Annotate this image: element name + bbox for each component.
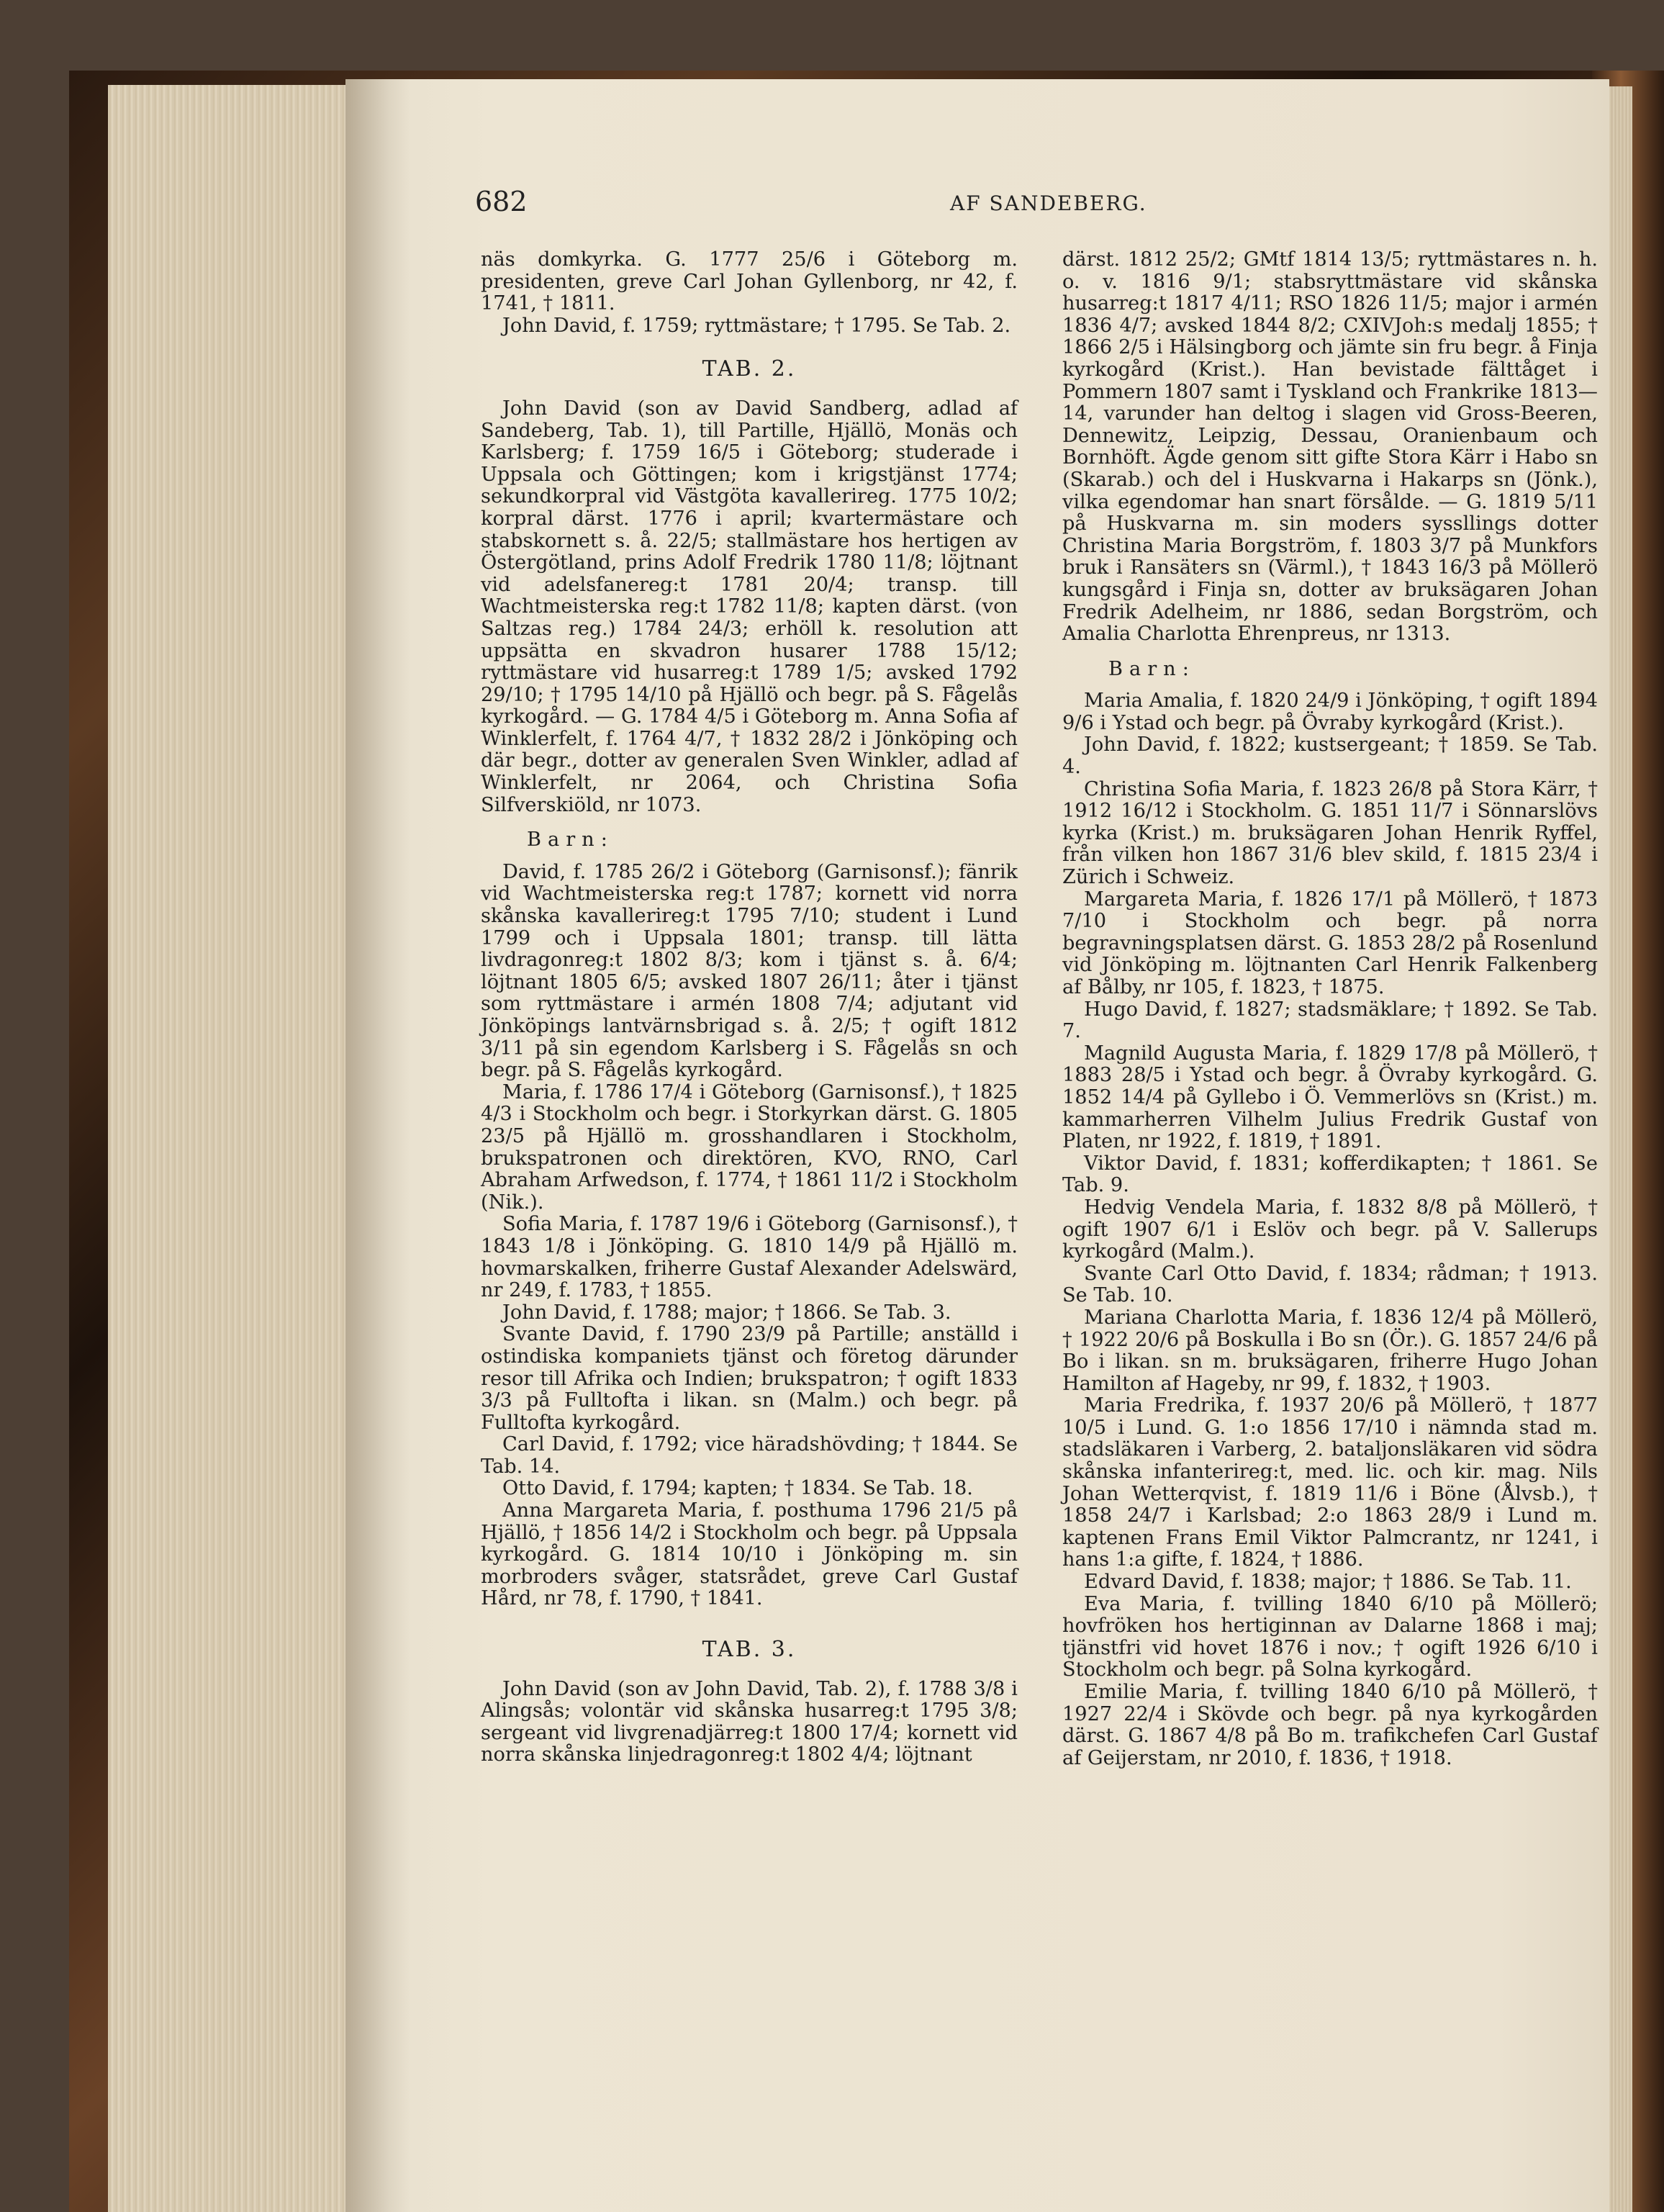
entry-paragraph: Christina Sofia Maria, f. 1823 26/8 på Stora Kärr, † 1912 16/12 i Stockholm. G. 1851 11/7 i Sönnarslövs kyrka (Krist.) m. bruksägaren Johan Henrik Ryffel, från vilken hon 1867 31/6 blev skild, f. 1815 23/4 i Zürich i Schweiz. xyxy=(1062,777,1598,889)
entry-paragraph: John David (son av David Sandberg, adlad af Sandeberg, Tab. 1), till Partille, Hjällö, Monäs och Karlsberg; f. 1759 16/5 i Göteborg; studerade i Uppsala och Göttingen; kom i krigstjänst 1774; sekundkorpral vid Västgöta kavallerireg. 1775 10/2; korpral därst. 1776 i april; kvartermästare och stabskornett s. å. 22/5; stallmästare hos hertigen av Östergötland, prins Adolf Fredrik 1780 11/8; löjtnant vid adelsfanereg:t 1781 20/4; transp. till Wachtmeisterska reg:t 1782 11/8; kapten därst. (von Saltzas reg.) 1784 24/3; erhöll k. resolution att uppsätta en skvadron husarer 1788 15/12; ryttmästare vid husarreg:t 1789 1/5; avsked 1792 29/10; † 1795 14/10 på Hjällö och begr. på S. Fågelås kyrkogård. — G. 1784 4/5 i Göteborg m. Anna Sofia af Winklerfelt, f. 1764 4/7, † 1832 28/2 i Jönköping och där begr., dotter av generalen Sven Winkler, adlad af Winklerfelt, nr 2064, och Christina Sofia Silfverskiöld, nr 1073. xyxy=(481,397,1018,816)
entry-paragraph: Hugo David, f. 1827; stadsmäklare; † 1892. Se Tab. 7. xyxy=(1062,998,1598,1043)
entry-paragraph: Edvard David, f. 1838; major; † 1886. Se Tab. 11. xyxy=(1084,1571,1572,1594)
entry-paragraph: Hedvig Vendela Maria, f. 1832 8/8 på Möllerö, † ogift 1907 6/1 i Eslöv och begr. på V. Sallerups kyrkogård (Malm.). xyxy=(1062,1196,1598,1263)
entry-paragraph: Anna Margareta Maria, f. posthuma 1796 21/5 på Hjällö, † 1856 14/2 i Stockholm och begr. på Uppsala kyrkogård. G. 1814 10/10 i Jönköping m. sin morbroders svåger, statsrådet, greve Carl Gustaf Hård, nr 78, f. 1790, † 1841. xyxy=(481,1499,1018,1610)
left-column xyxy=(481,249,1018,1766)
entry-paragraph: David, f. 1785 26/2 i Göteborg (Garnisonsf.); fänrik vid Wachtmeisterska reg:t 1787; kornett vid norra skånska kavallerireg:t 1795 7/10; student i Lund 1799 och i Uppsala 1801; transp. till lätta livdragonreg:t 1802 8/3; kom i tjänst s. å. 6/4; löjtnant 1805 6/5; avsked 1807 26/11; åter i tjänst som ryttmästare i armén 1808 7/4; adjutant vid Jönköpings lantvärnsbrigad s. å. 2/5; † ogift 1812 3/11 på sin egendom Karlsberg i S. Fågelås sn och begr. på S. Fågelås kyrkogård. xyxy=(481,860,1018,1082)
entry-paragraph: Otto David, f. 1794; kapten; † 1834. Se Tab. 18. xyxy=(502,1477,973,1500)
entry-paragraph: Svante David, f. 1790 23/9 på Partille; anställd i ostindiska kompaniets tjänst och företog därunder resor till Afrika och Indien; brukspatron; † ogift 1833 3/3 på Fulltofta i likan. sn (Malm.) och begr. på Fulltofta kyrkogård. xyxy=(481,1323,1018,1434)
entry-paragraph: John David, f. 1822; kustsergeant; † 1859. Se Tab. 4. xyxy=(1062,733,1598,779)
entry-paragraph: därst. 1812 25/2; GMtf 1814 13/5; ryttmästares n. h. o. v. 1816 9/1; stabsryttmästare vid skånska husarreg:t 1817 4/11; RSO 1826 11/5; major i armén 1836 4/7; avsked 1844 8/2; CXIVJoh:s medalj 1855; † 1866 2/5 i Hälsingborg och jämte sin fru begr. å Finja kyrkogård (Krist.). Han bevistade fälttåget i Pommern 1807 samt i Tyskland och Frankrike 1813—14, varunder han deltog i slagen vid Gross-Beeren, Dennewitz, Leipzig, Dessau, Oranienbaum och Bornhöft. Ägde genom sitt gifte Stora Kärr i Habo sn (Skarab.) och del i Huskvarna i Hakarps sn (Jönk.), vilka egendomar han snart försålde. — G. 1819 5/11 på Huskvarna m. sin moders syssllings dotter Christina Maria Borgström, f. 1803 3/7 på Munkfors bruk i Ransäters sn (Värml.), † 1843 16/3 på Möllerö kungsgård i Finja sn, dotter av bruksägaren Johan Fredrik Adelheim, nr 1886, sedan Borgström, och Amalia Charlotta Ehrenpreus, nr 1313. xyxy=(1062,248,1598,646)
entry-paragraph: Svante Carl Otto David, f. 1834; rådman; † 1913. Se Tab. 10. xyxy=(1062,1262,1598,1307)
children-heading: Barn: xyxy=(1108,657,1195,680)
gutter-shadow xyxy=(345,79,410,2212)
running-title: AF SANDEBERG. xyxy=(950,191,1147,215)
entry-paragraph: Emilie Maria, f. tvilling 1840 6/10 på Möllerö, † 1927 22/4 i Skövde och begr. på nya kyrkogården därst. G. 1867 4/8 på Bo m. trafikchefen Carl Gustaf af Geijerstam, nr 2010, f. 1836, † 1918. xyxy=(1062,1681,1598,1769)
entry-paragraph: näs domkyrka. G. 1777 25/6 i Göteborg m. presidenten, greve Carl Johan Gyllenborg, nr 42, f. 1741, † 1811. xyxy=(481,248,1018,315)
entry-paragraph: Carl David, f. 1792; vice häradshövding; † 1844. Se Tab. 14. xyxy=(481,1433,1018,1478)
entry-paragraph: John David, f. 1759; ryttmästare; † 1795. Se Tab. 2. xyxy=(502,314,1011,337)
children-heading: Barn: xyxy=(527,829,614,852)
table-heading: TAB. 3. xyxy=(702,1637,797,1663)
entry-paragraph: Maria, f. 1786 17/4 i Göteborg (Garnisonsf.), † 1825 4/3 i Stockholm och begr. i Storkyrkan därst. G. 1805 23/5 på Hjällö m. grosshandlaren i Stockholm, brukspatronen och direktören, KVO, RNO, Carl Abraham Arfwedson, f. 1774, † 1861 11/2 i Stockholm (Nik.). xyxy=(481,1080,1018,1214)
page-edges-right xyxy=(1606,86,1632,2212)
entry-paragraph: Sofia Maria, f. 1787 19/6 i Göteborg (Garnisonsf.), † 1843 1/8 i Jönköping. G. 1810 14/9 på Hjällö m. hovmarskalken, friherre Gustaf Alexander Adelswärd, nr 249, f. 1783, † 1855. xyxy=(481,1213,1018,1302)
page-number: 682 xyxy=(475,186,528,217)
entry-paragraph: Magnild Augusta Maria, f. 1829 17/8 på Möllerö, † 1883 28/5 i Ystad och begr. å Övraby kyrkogård. G. 1852 14/4 på Gyllebo i Ö. Vemmerlövs sn (Krist.) m. kammarherren Vilhelm Julius Fredrik Gustaf von Platen, nr 1922, f. 1819, † 1891. xyxy=(1062,1042,1598,1153)
entry-paragraph: Margareta Maria, f. 1826 17/1 på Möllerö, † 1873 7/10 i Stockholm och begr. på norra begravningsplatsen därst. G. 1853 28/2 på Rosenlund vid Jönköping m. löjtnanten Carl Henrik Falkenberg af Bålby, nr 105, f. 1823, † 1875. xyxy=(1062,888,1598,998)
table-heading: TAB. 2. xyxy=(702,356,797,382)
entry-paragraph: Maria Amalia, f. 1820 24/9 i Jönköping, † ogift 1894 9/6 i Ystad och begr. på Övraby kyrkogård (Krist.). xyxy=(1062,690,1598,734)
entry-paragraph: Eva Maria, f. tvilling 1840 6/10 på Möllerö; hovfröken hos hertiginnan av Dalarne 1868 i maj; tjänstfri vid hovet 1876 i nov.; † ogift 1926 6/10 i Stockholm och begr. på Solna kyrkogård. xyxy=(1062,1592,1598,1681)
entry-paragraph: Viktor David, f. 1831; kofferdikapten; † 1861. Se Tab. 9. xyxy=(1062,1152,1598,1197)
entry-paragraph: John David, f. 1788; major; † 1866. Se Tab. 3. xyxy=(502,1301,951,1324)
entry-paragraph: John David (son av John David, Tab. 2), f. 1788 3/8 i Alingsås; volontär vid skånska husarreg:t 1795 3/8; sergeant vid livgrenadjärreg:t 1800 17/4; kornett vid norra skånska linjedragonreg:t 1802 4/4; löjtnant xyxy=(481,1677,1018,1766)
page-edges-left xyxy=(108,85,353,2212)
entry-paragraph: Maria Fredrika, f. 1937 20/6 på Möllerö, † 1877 10/5 i Lund. G. 1:o 1856 17/10 i nämnda stad m. stadsläkaren i Varberg, 2. bataljonsläkaren vid södra skånska infanterireg:t, med. lic. och kir. mag. Nils Johan Wetterqvist, f. 1819 11/6 i Böne (Ålvsb.), † 1858 24/7 i Karlsbad; 2:o 1863 28/9 i Lund m. kaptenen Frans Emil Viktor Palmcrantz, nr 1241, i hans 1:a gifte, f. 1824, † 1886. xyxy=(1062,1394,1598,1571)
right-column xyxy=(1062,249,1598,1769)
entry-paragraph: Mariana Charlotta Maria, f. 1836 12/4 på Möllerö, † 1922 20/6 på Boskulla i Bo sn (Ör.). G. 1857 24/6 på Bo i likan. sn m. bruksägaren, friherre Hugo Johan Hamilton af Hageby, nr 99, f. 1832, † 1903. xyxy=(1062,1306,1598,1395)
page-header xyxy=(475,186,1655,222)
